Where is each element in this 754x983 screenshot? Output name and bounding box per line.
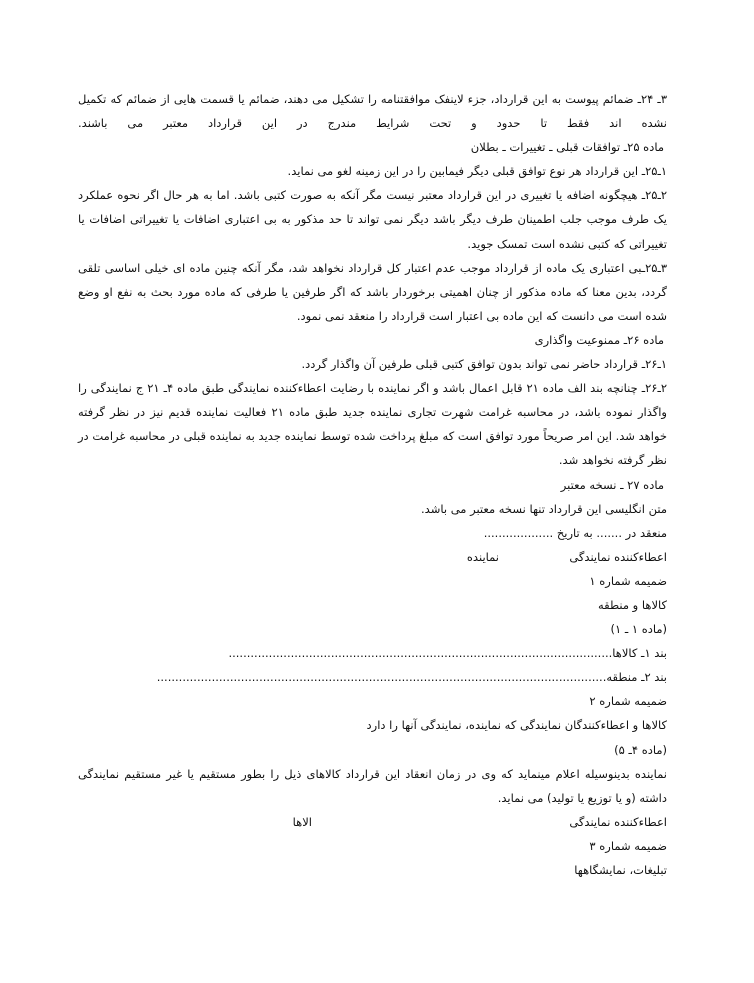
grantor-label: اعطاءکننده نمایندگی <box>569 549 667 564</box>
annex-1-item-territory: بند ۲ـ منطقه........................................................................................................................... <box>156 670 667 685</box>
annex-1-item-goods: بند ۱ـ کالاها......................................................................................................... <box>228 646 667 661</box>
article-26-title: ماده ۲۶ـ ممنوعیت واگذاری <box>534 332 664 347</box>
paragraph-24-3: ۳ـ ۲۴ـ ضمائم پیوست به این قرارداد، جزء لاینفک موافقتنامه را تشکیل می دهند، ضمائم یا قسمت هایی از ضمائم که تکمیل نشده اند فقط تا حدود و تحت شرایط مندرج در این قرارداد معتبر می باشند. <box>78 92 667 131</box>
paragraph-27-1: متن انگلیسی این قرارداد تنها نسخه معتبر می باشد. <box>421 501 667 516</box>
document-body <box>78 87 667 882</box>
annex-2-grantor-label: اعطاءکننده نمایندگی <box>569 814 667 829</box>
annex-2-title: ضمیمه شماره ۲ <box>589 694 667 709</box>
signature-parties <box>78 545 667 569</box>
annex-1-ref: (ماده ۱ ـ ۱) <box>610 622 667 637</box>
concluded-line: منعقد در ....... به تاریخ ................... <box>483 525 667 540</box>
paragraph-25-3: ۳ـ۲۵ـبی اعتباری یک ماده از قرارداد موجب عدم اعتبار کل قرارداد نخواهد شد، مگر آنکه چنین ماده ای خیلی اساسی تلقی گردد، بدین معنا که ماده مذکور از چنان اهمیتی برخوردار باشد که اگر طرفین یا طرفی که ماده مورد بحث به نفع او وضع شده است می دانست که این ماده بی اعتبار است قرارداد را منعقد نمی نمود. <box>78 260 667 323</box>
paragraph-25-2: ۲ـ۲۵ـ هیچگونه اضافه یا تغییری در این قرارداد معتبر نیست مگر آنکه به صورت کتبی باشد. اما به هر حال اگر نحوه عملکرد یک طرف موجب جلب اطمینان طرف دیگر باشد دیگر نمی تواند تا حد مذکور به بی اعتباری اضافات یا تغییراتی اضافات یا تغییراتی که کتبی نشده است تمسک جوید. <box>78 188 667 251</box>
annex-2-goods-label: الاها <box>292 814 312 829</box>
article-27-title: ماده ۲۷ ـ نسخه معتبر <box>560 477 664 492</box>
annex-2-declaration: نماینده بدینوسیله اعلام مینماید که وی در زمان انعقاد این قرارداد کالاهای ذیل را بطور مستقیم یا غیر مستقیم نمایندگی داشته (و یا توزیع یا تولید) می نماید. <box>78 766 667 805</box>
annex-1-title: ضمیمه شماره ۱ <box>589 573 667 588</box>
paragraph-26-1: ۱ـ۲۶ـ قرارداد حاضر نمی تواند بدون توافق کتبی قبلی طرفین آن واگذار گردد. <box>301 357 667 372</box>
paragraph-26-2: ۲ـ۲۶ـ چنانچه بند الف ماده ۲۱ قابل اعمال باشد و اگر نماینده با رضایت اعطاءکننده نمایندگی طبق ماده ۴ـ ۲۱ ج نمایندگی را واگذار نموده باشد، در محاسبه غرامت شهرت تجاری نماینده جدید طبق ماده ۲۱ فعالیت نماینده قدیم نیز در نظر گرفته خواهد شد. این امر صریحاً مورد توافق است که مبلغ پرداخت شده توسط نماینده جدید به نماینده قبلی در محاسبه غرامت در نظر گرفته نخواهد شد. <box>78 381 668 468</box>
annex-2-table-header <box>78 810 667 834</box>
article-25-title: ماده ۲۵ـ توافقات قبلی ـ تغییرات ـ بطلان <box>470 140 664 155</box>
annex-3-subtitle: تبلیغات، نمایشگاهها <box>574 863 667 877</box>
annex-3-title: ضمیمه شماره ۳ <box>589 838 667 853</box>
annex-2-subtitle: کالاها و اعطاءکنندگان نمایندگی که نماینده، نمایندگی آنها را دارد <box>366 718 667 733</box>
paragraph-25-1: ۱ـ۲۵ـ این قرارداد هر نوع توافق قبلی دیگر فیمابین را در این زمینه لغو می نماید. <box>287 164 667 179</box>
agent-label: نماینده <box>466 549 499 564</box>
annex-1-subtitle: کالاها و منطقه <box>597 597 667 612</box>
annex-2-ref: (ماده ۴ـ ۵) <box>614 742 667 757</box>
